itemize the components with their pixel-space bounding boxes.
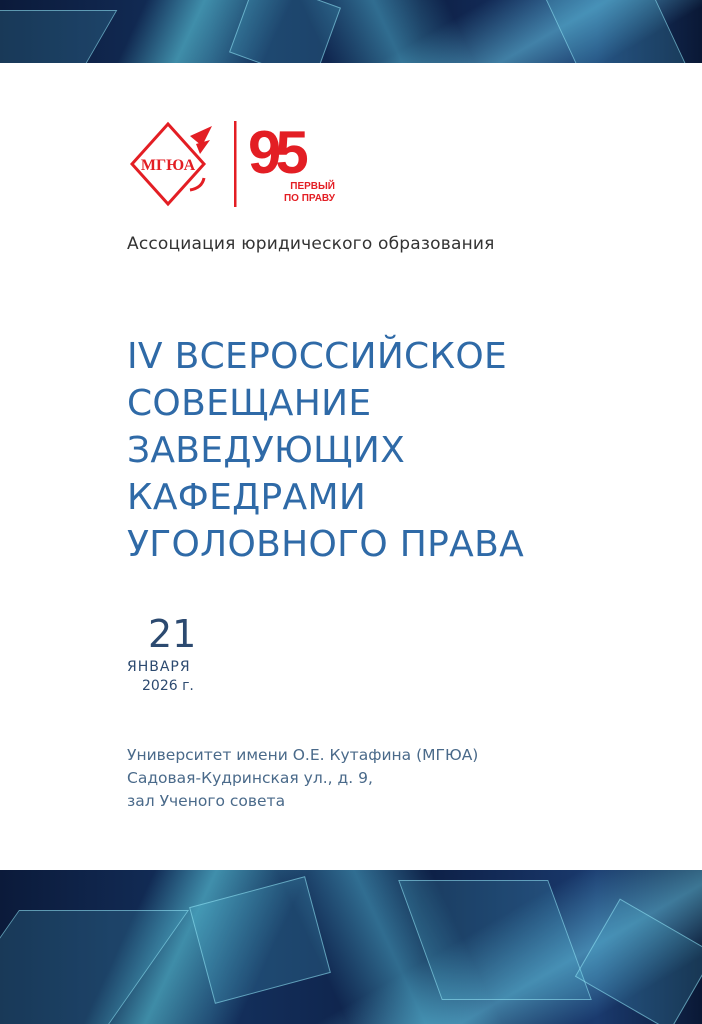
logo-95-text: 95 (248, 119, 303, 186)
event-day: 21 (148, 612, 197, 656)
title-line: УГОЛОВНОГО ПРАВА (127, 524, 525, 565)
logo-mgua-text: МГЮА (140, 157, 196, 174)
association-name: Ассоциация юридического образования (127, 234, 495, 254)
venue-line: зал Ученого совета (127, 792, 286, 810)
event-month: ЯНВАРЯ (127, 659, 191, 675)
logo-slogan-1: ПЕРВЫЙ (290, 181, 335, 192)
title-line: СОВЕЩАНИЕ (127, 383, 372, 424)
title-line: IV ВСЕРОССИЙСКОЕ (127, 336, 508, 377)
venue-line: Университет имени О.Е. Кутафина (МГЮА) (127, 746, 479, 764)
title-line: ЗАВЕДУЮЩИХ (127, 430, 406, 471)
event-title (127, 333, 524, 568)
top-decorative-banner (0, 0, 702, 63)
title-line: КАФЕДРАМИ (127, 477, 367, 518)
event-venue (127, 744, 478, 813)
venue-line: Садовая-Кудринская ул., д. 9, (127, 769, 373, 787)
bottom-decorative-banner (0, 870, 702, 1024)
mgua-95-logo (130, 118, 340, 210)
event-year: 2026 г. (142, 678, 194, 694)
logo-slogan-2: ПО ПРАВУ (283, 193, 335, 204)
